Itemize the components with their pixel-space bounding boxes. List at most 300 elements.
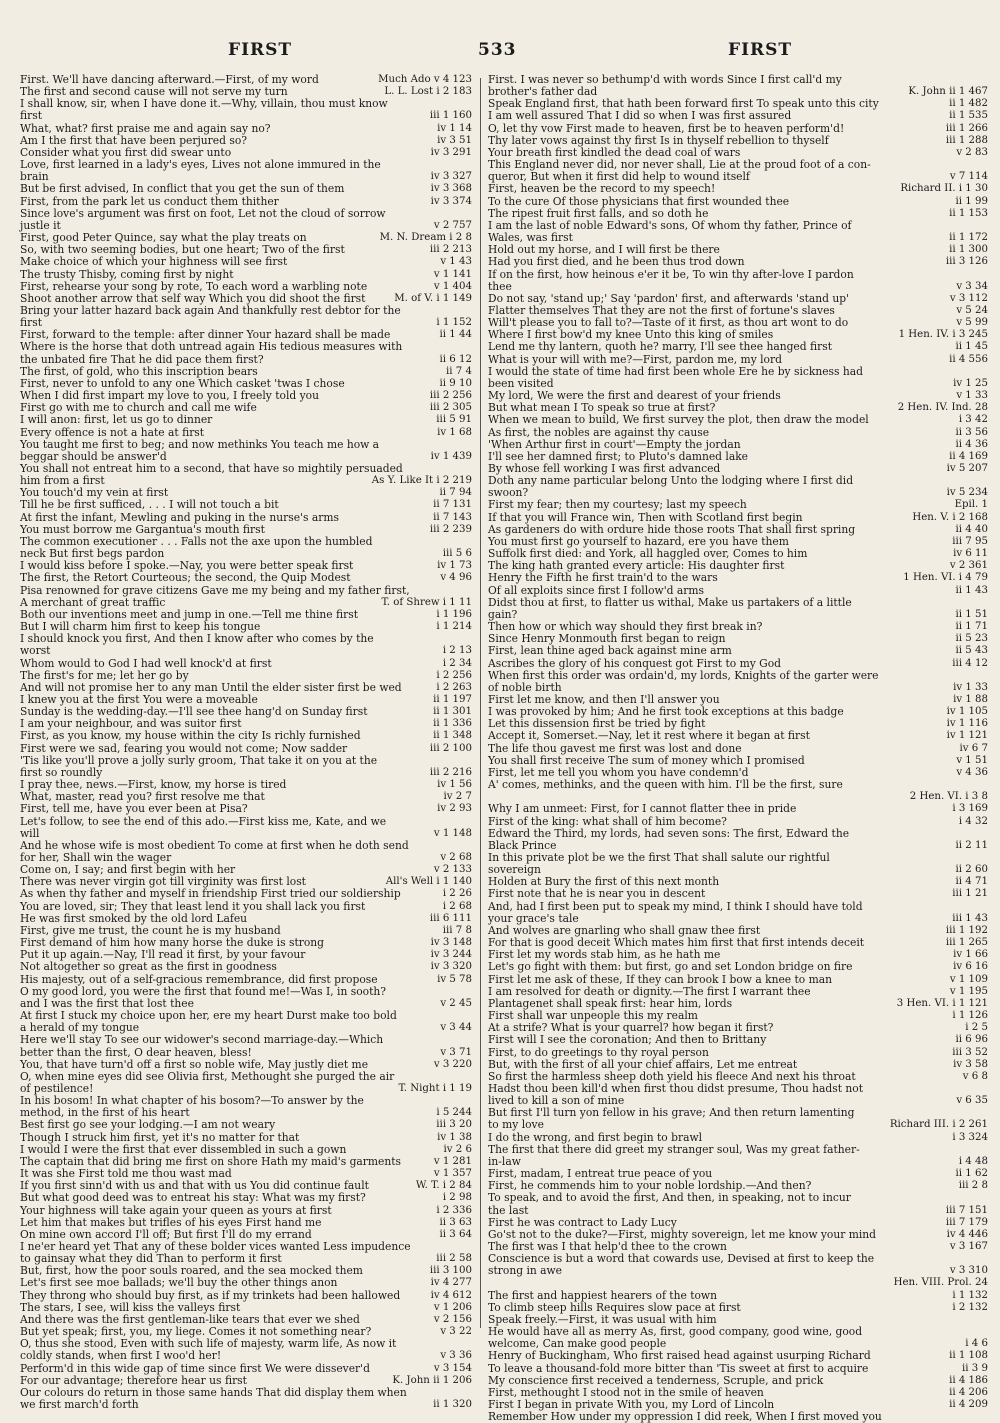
entry-reference: iv 1 73 xyxy=(433,560,472,572)
entry-quote: First I began in private With you, my Lord of Lincoln xyxy=(488,1398,775,1412)
entry-quote: First, methought I stood not in the smile of heaven xyxy=(488,1385,764,1399)
entry-quote: Henry of Buckingham, Who first raised head against usurping Richard xyxy=(488,1349,871,1363)
entry-reference: ii 4 36 xyxy=(952,439,988,451)
entry-quote: This England never did, nor never shall, Lie at the proud foot of a con- xyxy=(488,158,871,172)
entry-quote: welcome, Can make good people xyxy=(488,1337,667,1351)
entry-quote: first so roundly xyxy=(20,765,103,779)
concordance-entry xyxy=(20,1047,472,1059)
entry-quote: gain? xyxy=(488,607,518,621)
entry-quote: method, in the first of his heart xyxy=(20,1106,190,1120)
concordance-entry xyxy=(488,585,988,597)
entry-quote: The first and second cause will not serve my turn xyxy=(20,85,288,99)
concordance-entry xyxy=(488,828,988,840)
entry-quote: to my love xyxy=(488,1118,544,1132)
concordance-entry xyxy=(20,354,472,366)
entry-quote: But I will charm him first to keep his tongue xyxy=(20,620,261,634)
concordance-entry xyxy=(488,1192,988,1204)
entry-reference: i 4 6 xyxy=(961,1338,988,1350)
entry-quote: Suffolk first died: and York, all haggled over, Comes to him xyxy=(488,547,808,561)
left-column xyxy=(20,73,472,1412)
entry-reference: ii 1 99 xyxy=(952,196,988,208)
entry-quote: Put it up again.—Nay, I'll read it first, by your favour xyxy=(20,948,306,962)
concordance-entry xyxy=(488,475,988,487)
entry-quote: in-law xyxy=(488,1154,521,1168)
entry-quote: I knew you at the first You were a moveable xyxy=(20,692,258,706)
entry-reference: T. of Shrew i 1 11 xyxy=(378,597,473,609)
column-divider xyxy=(480,78,481,1328)
entry-quote: Let him that makes but trifles of his eyes First hand me xyxy=(20,1215,322,1229)
entry-reference: v 4 36 xyxy=(952,767,988,779)
entry-reference: ii 4 186 xyxy=(945,1375,988,1387)
entry-reference: ii 4 209 xyxy=(945,1399,988,1411)
entry-quote: first xyxy=(20,316,43,330)
entry-quote: My lord, We were the first and dearest of your friends xyxy=(488,389,781,403)
entry-quote: Holden at Bury the first of this next month xyxy=(488,875,720,889)
entry-reference: Much Ado v 4 123 xyxy=(374,74,472,86)
entry-reference: v 1 206 xyxy=(430,1302,472,1314)
entry-quote: And wolves are gnarling who shall gnaw thee first xyxy=(488,923,761,937)
entry-reference: v 3 154 xyxy=(430,1363,472,1375)
entry-reference: Richard II. i 1 30 xyxy=(896,183,988,195)
entry-reference: ii 1 197 xyxy=(429,694,472,706)
entry-quote: His majesty, out of a self-gracious remembrance, did first propose xyxy=(20,972,378,986)
concordance-entry xyxy=(20,572,472,584)
entry-reference: v 1 357 xyxy=(430,1168,472,1180)
entry-quote: I would the state of time had first been whole Ere he by sickness had xyxy=(488,364,864,378)
entry-reference: ii 4 206 xyxy=(945,1387,988,1399)
entry-quote: First, he commends him to your noble lordship.—And then? xyxy=(488,1179,812,1193)
entry-reference: iii 1 192 xyxy=(942,925,988,937)
entry-reference: iv 3 148 xyxy=(427,937,472,949)
concordance-entry xyxy=(20,427,472,439)
entry-reference: v 2 757 xyxy=(430,220,472,232)
entry-quote: But first I'll turn yon fellow in his grave; And then return lamenting xyxy=(488,1106,855,1120)
entry-quote: neck But first begs pardon xyxy=(20,547,165,561)
entry-reference: i 3 42 xyxy=(955,414,988,426)
entry-reference: ii 7 94 xyxy=(436,487,472,499)
entry-reference: Hen. VIII. Prol. 24 xyxy=(890,1277,988,1289)
entry-quote: him from a first xyxy=(20,474,105,488)
entry-quote: First my fear; then my courtesy; last my speech xyxy=(488,498,747,512)
concordance-entry xyxy=(488,852,988,864)
entry-quote: First, from the park let us conduct them thither xyxy=(20,194,279,208)
entry-reference: iii 2 256 xyxy=(426,390,472,402)
entry-quote: Your breath first kindled the dead coal of wars xyxy=(488,145,741,159)
entry-reference: iv 5 207 xyxy=(943,463,988,475)
entry-quote: First were we sad, fearing you would not come; Now sadder xyxy=(20,741,348,755)
entry-reference: v 2 68 xyxy=(436,852,472,864)
entry-quote: strong in awe xyxy=(488,1264,562,1278)
concordance-entry xyxy=(20,730,472,742)
concordance-entry xyxy=(20,341,472,353)
entry-quote: First, good Peter Quince, say what the play treats on xyxy=(20,231,307,245)
entry-quote: And, had I first been put to speak my mind, I think I should have told xyxy=(488,899,863,913)
concordance-entry xyxy=(488,281,988,293)
entry-quote: But, first, how the poor souls roared, and the sea mocked them xyxy=(20,1264,363,1278)
entry-quote: A' comes, methinks, and the queen with him. I'll be the first, sure xyxy=(488,778,843,792)
entry-reference: ii 1 301 xyxy=(429,706,472,718)
entry-quote: You must first go yourself to hazard, ere you have them xyxy=(488,534,789,548)
entry-quote: The first that there did greet my stranger soul, Was my great father- xyxy=(488,1142,860,1156)
concordance-entry xyxy=(20,196,472,208)
entry-quote: justle it xyxy=(20,218,61,232)
concordance-entry xyxy=(488,512,988,524)
concordance-entry xyxy=(488,1132,988,1144)
entry-reference: v 1 43 xyxy=(436,256,472,268)
entry-quote: He would have all as merry As, first, good company, good wine, good xyxy=(488,1325,863,1339)
entry-reference: iv 3 320 xyxy=(427,961,472,973)
entry-reference: iii 1 21 xyxy=(948,888,988,900)
entry-quote: Here we'll stay To see our widower's second marriage-day.—Which xyxy=(20,1033,384,1047)
entry-reference: iv 4 277 xyxy=(427,1277,472,1289)
entry-quote: First, forward to the temple: after dinner Your hazard shall be made xyxy=(20,328,391,342)
concordance-entry xyxy=(488,974,988,986)
entry-quote: The stars, I see, will kiss the valleys first xyxy=(20,1300,241,1314)
entry-quote: Best first go see your lodging.—I am not weary xyxy=(20,1118,276,1132)
entry-reference: iv 6 16 xyxy=(949,961,988,973)
entry-reference: v 1 109 xyxy=(946,974,988,986)
entry-quote: As when thy father and myself in friendship First tried our soldiership xyxy=(20,887,401,901)
entry-reference: v 3 44 xyxy=(436,1022,472,1034)
entry-reference: iii 1 266 xyxy=(942,123,988,135)
entry-reference: v 1 141 xyxy=(430,269,472,281)
entry-reference: iv 6 7 xyxy=(956,743,988,755)
entry-reference: iii 1 160 xyxy=(426,110,472,122)
entry-reference: v 3 167 xyxy=(946,1241,988,1253)
entry-quote: The life thou gavest me first was lost and done xyxy=(488,741,742,755)
concordance-entry xyxy=(488,123,988,135)
entry-quote: Go'st not to the duke?—First, mighty sovereign, let me know your mind xyxy=(488,1227,877,1241)
entry-reference: ii 4 556 xyxy=(945,354,988,366)
entry-quote: queror, But when it first did help to wound itself xyxy=(488,170,750,184)
concordance-entry xyxy=(20,183,472,195)
concordance-entry xyxy=(20,414,472,426)
entry-quote: Come on, I say; and first begin with her xyxy=(20,863,236,877)
entry-reference: ii 4 40 xyxy=(952,524,988,536)
entry-quote: First, to do greetings to thy royal person xyxy=(488,1045,709,1059)
concordance-entry xyxy=(20,1363,472,1375)
concordance-entry xyxy=(20,1399,472,1411)
entry-quote: Love, first learned in a lady's eyes, Lives not alone immured in the xyxy=(20,158,381,172)
entry-reference: i 2 98 xyxy=(439,1192,472,1204)
entry-reference: iv 1 68 xyxy=(433,427,472,439)
entry-quote: But, with the first of all your chief affairs, Let me entreat xyxy=(488,1057,798,1071)
entry-reference: ii 1 51 xyxy=(952,609,988,621)
entry-quote: to gainsay what they did Than to perform it first xyxy=(20,1252,282,1266)
concordance-entry xyxy=(488,427,988,439)
entry-quote: The first, the Retort Courteous; the second, the Quip Modest xyxy=(20,571,351,585)
entry-quote: You must borrow me Gargantua's mouth first xyxy=(20,522,265,536)
entry-quote: Do not say, 'stand up;' Say 'pardon' first, and afterwards 'stand up' xyxy=(488,291,850,305)
entry-quote: Then how or which way should they first break in? xyxy=(488,620,763,634)
entry-reference: iv 3 368 xyxy=(427,183,472,195)
entry-reference: ii 1 320 xyxy=(429,1399,472,1411)
entry-quote: Pisa renowned for grave citizens Gave me my being and my father first, xyxy=(20,583,410,597)
entry-quote: 'When Arthur first in court'—Empty the jordan xyxy=(488,437,741,451)
entry-reference: v 1 33 xyxy=(952,390,988,402)
entry-reference: iii 2 239 xyxy=(426,524,472,536)
entry-quote: brain xyxy=(20,170,49,184)
entry-reference: ii 4 71 xyxy=(952,876,988,888)
entry-reference: ii 1 108 xyxy=(945,1350,988,1362)
entry-quote: Since love's argument was first on foot, Let not the cloud of sorrow xyxy=(20,206,386,220)
entry-quote: of pestilence! xyxy=(20,1081,94,1095)
entry-reference: i 1 152 xyxy=(432,317,472,329)
entry-quote: Am I the first that have been perjured so? xyxy=(20,133,248,147)
entry-reference: i 2 13 xyxy=(439,645,472,657)
entry-quote: First, as you know, my house within the city Is richly furnished xyxy=(20,729,361,743)
entry-reference: ii 1 153 xyxy=(945,208,988,220)
concordance-entry xyxy=(20,1290,472,1302)
entry-quote: Let's first see moe ballads; we'll buy the other things anon xyxy=(20,1276,338,1290)
entry-reference: iv 3 51 xyxy=(433,135,472,147)
entry-reference: i 1 126 xyxy=(948,1010,988,1022)
entry-quote: Why I am unmeet: First, for I cannot flatter thee in pride xyxy=(488,802,797,816)
entry-quote: First will I see the coronation; And then to Brittany xyxy=(488,1033,767,1047)
entry-reference: v 3 36 xyxy=(436,1350,472,1362)
entry-quote: Though I struck him first, yet it's no matter for that xyxy=(20,1130,300,1144)
concordance-entry xyxy=(20,658,472,670)
entry-quote: brother's father dad xyxy=(488,85,598,99)
concordance-entry xyxy=(488,1411,988,1423)
concordance-entry xyxy=(20,123,472,135)
entry-reference: ii 1 45 xyxy=(952,341,988,353)
entry-reference: i 2 68 xyxy=(439,901,472,913)
entry-reference: ii 1 535 xyxy=(945,110,988,122)
entry-reference: iv 1 121 xyxy=(943,730,988,742)
entry-reference: i 2 34 xyxy=(439,658,472,670)
entry-quote: Conscience is but a word that cowards use, Devised at first to keep the xyxy=(488,1252,875,1266)
entry-quote: Speak freely.—First, it was usual with him xyxy=(488,1312,717,1326)
entry-quote: better than the first, O dear heaven, bless! xyxy=(20,1045,252,1059)
entry-reference: ii 2 11 xyxy=(952,840,988,852)
entry-quote: And will not promise her to any man Until the elder sister first be wed xyxy=(20,680,402,694)
entry-quote: the unbated fire That he did pace them first? xyxy=(20,352,264,366)
entry-reference: ii 7 4 xyxy=(442,366,472,378)
entry-reference: Richard III. i 2 261 xyxy=(886,1119,988,1131)
entry-quote: O, let thy vow First made to heaven, first be to heaven perform'd! xyxy=(488,121,845,135)
entry-reference: ii 1 71 xyxy=(952,621,988,633)
entry-reference: i 2 336 xyxy=(432,1205,472,1217)
entry-reference: ii 3 56 xyxy=(952,427,988,439)
entry-reference: iv 3 58 xyxy=(949,1059,988,1071)
concordance-entry xyxy=(488,1290,988,1302)
entry-quote: First, let me tell you whom you have condemn'd xyxy=(488,765,749,779)
entry-quote: I am your neighbour, and was suitor first xyxy=(20,717,242,731)
entry-reference: v 2 83 xyxy=(952,147,988,159)
entry-reference: v 1 148 xyxy=(430,828,472,840)
entry-reference: iv 1 439 xyxy=(427,451,472,463)
entry-reference: iii 2 305 xyxy=(426,402,472,414)
concordance-entry xyxy=(488,572,988,584)
page-number: 533 xyxy=(478,40,517,60)
entry-reference: iii 3 126 xyxy=(942,256,988,268)
page-header xyxy=(0,40,1000,66)
entry-quote: I pray thee, news.—First, know, my horse is tired xyxy=(20,778,287,792)
entry-quote: Where I first bow'd my knee Unto this king of smiles xyxy=(488,328,774,342)
entry-quote: O, thus she stood, Even with such life of majesty, warm life, As now it xyxy=(20,1337,397,1351)
concordance-entry xyxy=(488,269,988,281)
entry-reference: v 3 34 xyxy=(952,281,988,293)
entry-quote: the last xyxy=(488,1203,529,1217)
entry-quote: But be first advised, In conflict that you get the sun of them xyxy=(20,182,345,196)
entry-reference: ii 1 44 xyxy=(436,329,472,341)
entry-reference: All's Well i 1 140 xyxy=(382,876,472,888)
concordance-entry xyxy=(488,341,988,353)
entry-reference: v 2 133 xyxy=(430,864,472,876)
entry-reference: iv 1 25 xyxy=(949,378,988,390)
entry-quote: You are loved, sir; They that least lend it you shall lack you first xyxy=(20,899,366,913)
entry-reference: ii 1 336 xyxy=(429,718,472,730)
concordance-entry xyxy=(488,1277,988,1289)
concordance-entry xyxy=(488,1119,988,1131)
concordance-entry xyxy=(488,779,988,791)
entry-quote: The ripest fruit first falls, and so doth he xyxy=(488,206,709,220)
entry-reference: As Y. Like It i 2 219 xyxy=(368,475,472,487)
concordance-entry xyxy=(488,366,988,378)
entry-quote: Perform'd in this wide gap of time since first We were dissever'd xyxy=(20,1361,370,1375)
entry-reference: ii 6 12 xyxy=(436,354,472,366)
entry-quote: Ascribes the glory of his conquest got First to my God xyxy=(488,656,781,670)
entry-reference: iv 1 33 xyxy=(949,682,988,694)
entry-quote: First note that he is near you in descent xyxy=(488,887,706,901)
entry-reference: iii 2 58 xyxy=(432,1253,472,1265)
entry-quote: But yet speak; first, you, my liege. Comes it not something near? xyxy=(20,1325,372,1339)
concordance-entry xyxy=(20,670,472,682)
entry-quote: first xyxy=(20,109,43,123)
concordance-entry xyxy=(488,499,988,511)
entry-reference: i 2 5 xyxy=(961,1022,988,1034)
concordance-entry xyxy=(488,1144,988,1156)
concordance-entry xyxy=(20,499,472,511)
concordance-entry xyxy=(20,110,472,122)
concordance-entry xyxy=(20,1192,472,1204)
entry-quote: By whose fell working I was first advanced xyxy=(488,462,721,475)
entry-reference: v 3 310 xyxy=(946,1265,988,1277)
entry-reference: 3 Hen. VI. i 1 121 xyxy=(893,998,988,1010)
right-column xyxy=(488,73,988,1423)
entry-reference: iv 1 88 xyxy=(949,694,988,706)
header-right-word: FIRST xyxy=(728,40,793,60)
entry-reference: iii 3 52 xyxy=(948,1047,988,1059)
entry-quote: Till he be first sufficed, . . . I will not touch a bit xyxy=(20,498,279,512)
entry-quote: For that is good deceit Which mates him first that first intends deceit xyxy=(488,936,865,950)
entry-reference: W. T. i 2 84 xyxy=(412,1180,472,1192)
entry-reference: iv 1 105 xyxy=(943,706,988,718)
entry-reference: iii 7 151 xyxy=(942,1205,988,1217)
entry-quote: Sunday is the wedding-day.—I'll see thee hang'd on Sunday first xyxy=(20,705,368,719)
entry-quote: been visited xyxy=(488,376,554,390)
entry-reference: v 2 45 xyxy=(436,998,472,1010)
entry-quote: Remember How under my oppression I did reek, When I first moved you xyxy=(488,1410,882,1423)
entry-reference: iii 1 43 xyxy=(948,913,988,925)
concordance-entry xyxy=(20,1059,472,1071)
entry-quote: So first the harmless sheep doth yield his fleece And next his throat xyxy=(488,1069,856,1083)
entry-reference: 1 Hen. IV. i 3 245 xyxy=(895,329,988,341)
concordance-entry xyxy=(488,1205,988,1217)
entry-quote: The common executioner . . . Falls not the axe upon the humbled xyxy=(20,534,373,548)
entry-reference: iii 1 288 xyxy=(942,135,988,147)
entry-quote: and I was the first that lost thee xyxy=(20,996,194,1010)
concordance-entry xyxy=(488,414,988,426)
entry-reference: i 3 169 xyxy=(948,803,988,815)
entry-reference: ii 6 96 xyxy=(952,1034,988,1046)
entry-reference: i 2 132 xyxy=(948,1302,988,1314)
entry-reference: Epil. 1 xyxy=(951,499,988,511)
concordance-entry xyxy=(20,743,472,755)
concordance-entry xyxy=(488,1253,988,1265)
entry-reference: i 4 48 xyxy=(955,1156,988,1168)
entry-reference: ii 3 9 xyxy=(958,1363,988,1375)
entry-reference: ii 1 348 xyxy=(429,730,472,742)
entry-quote: I was provoked by him; And he first took exceptions at this badge xyxy=(488,705,844,719)
entry-quote: Black Prince xyxy=(488,838,557,852)
entry-quote: Every offence is not a hate at first xyxy=(20,425,205,439)
entry-reference: v 4 96 xyxy=(436,572,472,584)
entry-quote: Of all exploits since first I follow'd arms xyxy=(488,583,704,597)
entry-reference: ii 2 60 xyxy=(952,864,988,876)
entry-quote: Let this dissension first be tried by fight xyxy=(488,717,706,731)
entry-quote: I will anon: first, let us go to dinner xyxy=(20,413,213,427)
concordance-entry xyxy=(488,743,988,755)
entry-reference: i 2 263 xyxy=(432,682,472,694)
entry-reference: K. John ii 1 467 xyxy=(904,86,988,98)
entry-quote: You shall first receive The sum of money which I promised xyxy=(488,753,805,767)
entry-quote: Didst thou at first, to flatter us withal, Make us partakers of a little xyxy=(488,595,852,609)
entry-quote: As first, the nobles are against thy cause xyxy=(488,425,710,439)
concordance-entry xyxy=(488,196,988,208)
entry-quote: My conscience first received a tenderness, Scruple, and prick xyxy=(488,1373,824,1387)
entry-reference: iv 3 244 xyxy=(427,949,472,961)
concordance-entry xyxy=(20,633,472,645)
entry-reference: ii 1 300 xyxy=(945,244,988,256)
concordance-entry xyxy=(488,670,988,682)
entry-quote: There was never virgin got till virginity was first lost xyxy=(20,875,306,889)
entry-quote: First shall war unpeople this my realm xyxy=(488,1009,698,1023)
entry-reference: iv 6 11 xyxy=(949,548,988,560)
entry-reference: v 1 51 xyxy=(952,755,988,767)
entry-quote: The first, of gold, who this inscription bears xyxy=(20,364,258,378)
entry-quote: What, what? first praise me and again say no? xyxy=(20,121,271,135)
entry-quote: of noble birth xyxy=(488,680,562,694)
concordance-entry xyxy=(488,901,988,913)
entry-quote: When first this order was ordain'd, my lords, Knights of the garter were xyxy=(488,668,879,682)
entry-reference: iii 2 216 xyxy=(426,767,472,779)
concordance-entry xyxy=(20,281,472,293)
entry-reference: iv 1 116 xyxy=(943,718,988,730)
entry-quote: It was she First told me thou wast mad xyxy=(20,1167,232,1181)
entry-reference: ii 5 23 xyxy=(952,633,988,645)
entry-reference: ii 3 63 xyxy=(436,1217,472,1229)
entry-quote: First, rehearse your song by rote, To each word a warbling note xyxy=(20,279,368,293)
entry-quote: Whom would to God I had well knock'd at first xyxy=(20,656,272,670)
concordance-entry xyxy=(488,1107,988,1119)
concordance-entry xyxy=(20,1132,472,1144)
entry-quote: Our colours do return in those same hands That did display them when xyxy=(20,1385,407,1399)
entry-quote: To leave a thousand-fold more bitter than 'Tis sweet at first to acquire xyxy=(488,1361,869,1375)
entry-quote: The first was I that help'd thee to the crown xyxy=(488,1240,727,1253)
entry-reference: i 4 32 xyxy=(955,816,988,828)
concordance-entry xyxy=(488,354,988,366)
entry-quote: The first's for me; let her go by xyxy=(20,668,189,682)
concordance-entry xyxy=(20,1119,472,1131)
entry-reference: iv 4 446 xyxy=(943,1229,988,1241)
entry-reference: iii 2 8 xyxy=(955,1180,988,1192)
concordance-entry xyxy=(20,1205,472,1217)
entry-quote: What, master, read you? first resolve me that xyxy=(20,790,265,804)
entry-reference: i 1 214 xyxy=(432,621,472,633)
entry-quote: worst xyxy=(20,644,51,658)
